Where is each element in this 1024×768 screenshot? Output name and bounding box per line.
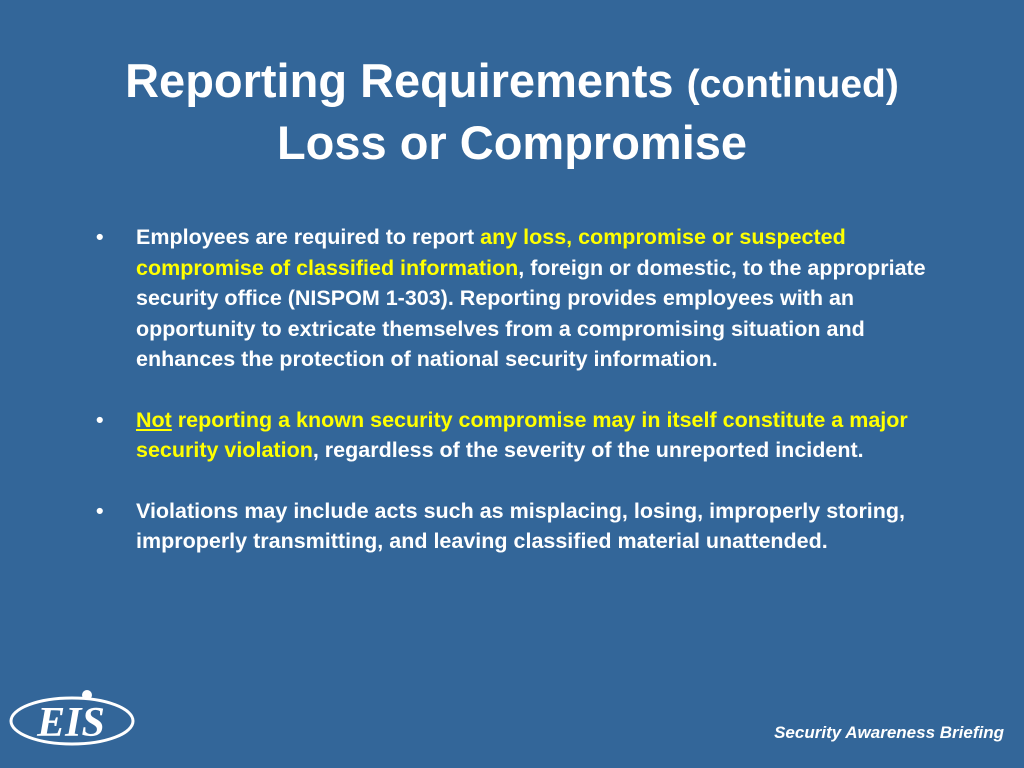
bullet-list: [96, 222, 956, 587]
eis-logo: [8, 686, 138, 753]
bullet-icon: •: [96, 225, 104, 249]
bullet-icon: •: [96, 498, 104, 523]
svg-text:EIS: EIS: [37, 700, 105, 746]
footer-text: Security Awareness Briefing: [774, 723, 1004, 742]
bullet-text: Employees are required to report: [136, 225, 481, 249]
slide-title: [0, 52, 1024, 172]
bullet-item: [96, 496, 956, 557]
bullet-highlight-underlined: Not: [136, 407, 172, 432]
bullet-icon: •: [96, 407, 104, 432]
title-suffix: (continued): [686, 63, 899, 106]
bullet-highlight: any loss, compromise or suspected compromise of classified information: [136, 225, 846, 280]
title-main: Reporting Requirements: [125, 54, 674, 107]
bullet-text: Violations may include acts such as misplacing, losing, improperly storing, improperly transmitting, and leaving classified material unattended.: [136, 498, 906, 553]
title-subtitle: Loss or Compromise: [276, 116, 748, 169]
bullet-highlight: reporting a known security compromise may in itself constitute a major security violation: [136, 407, 908, 462]
bullet-text: , foreign or domestic, to the appropriate security office (NISPOM 1-303). Reporting provides employees with an opportunity to extricate themselves from a compromising situation and enhances the protection of national security information.: [136, 255, 926, 371]
bullet-item: [96, 405, 956, 466]
bullet-item: [96, 222, 956, 375]
bullet-text: , regardless of the severity of the unreported incident.: [312, 438, 864, 462]
